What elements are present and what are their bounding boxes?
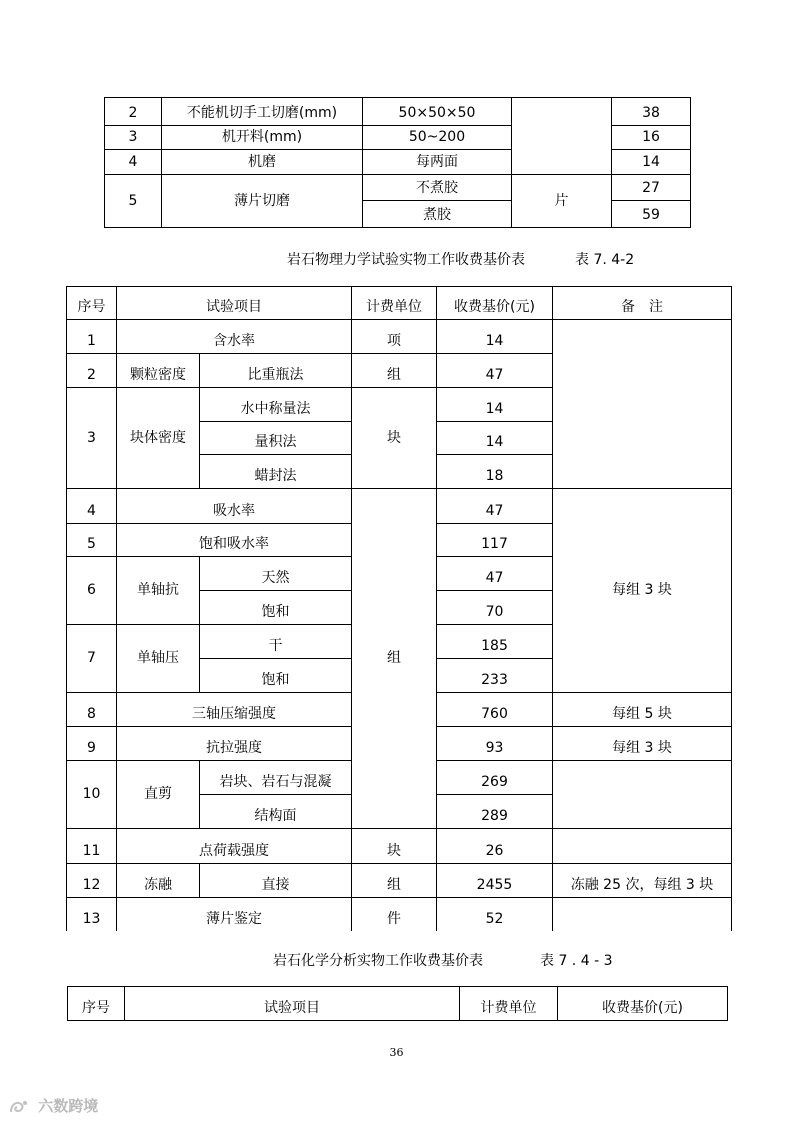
row-item: 颗粒密度 <box>117 354 200 388</box>
remark-blank <box>553 829 732 864</box>
row-price: 2455 <box>437 864 553 898</box>
row-no: 5 <box>67 524 117 557</box>
watermark-logo-icon <box>8 1098 30 1116</box>
row-item: 饱和吸水率 <box>117 524 352 557</box>
prev-row-no: 5 <box>105 175 162 228</box>
header-unit: 计费单位 <box>352 287 437 320</box>
row-price: 47 <box>437 557 553 591</box>
row-remark: 每组 3 块 <box>553 727 732 761</box>
row-remark: 冻融 25 次，每组 3 块 <box>553 864 732 898</box>
row-item: 含水率 <box>117 320 352 354</box>
prev-row-price: 14 <box>612 150 691 175</box>
row-item: 抗拉强度 <box>117 727 352 761</box>
row-subitem: 天然 <box>200 557 352 591</box>
prev-row-spec: 不煮胶 <box>363 175 512 201</box>
remark-blank <box>553 898 732 931</box>
prev-unit-blank <box>512 98 612 175</box>
prev-row-item: 机磨 <box>162 150 363 175</box>
row-item: 直剪 <box>117 761 200 829</box>
row-price: 269 <box>437 761 553 795</box>
row-subitem: 比重瓶法 <box>200 354 352 388</box>
prev-row-spec: 50~200 <box>363 126 512 150</box>
header-no: 序号 <box>68 987 125 1021</box>
row-no: 4 <box>67 489 117 524</box>
header-no: 序号 <box>67 287 117 320</box>
row-price: 26 <box>437 829 553 864</box>
prev-row-unit: 片 <box>512 175 612 228</box>
row-unit: 组 <box>352 354 437 388</box>
row-subitem: 直接 <box>200 864 352 898</box>
row-remark: 每组 5 块 <box>553 693 732 727</box>
watermark <box>8 1095 98 1116</box>
table-742-number: 表 7. 4-2 <box>575 252 635 268</box>
row-price: 760 <box>437 693 553 727</box>
prev-row-price: 59 <box>612 201 691 228</box>
row-item: 块体密度 <box>117 388 200 489</box>
row-no: 11 <box>67 829 117 864</box>
row-item: 吸水率 <box>117 489 352 524</box>
prev-row-price: 16 <box>612 126 691 150</box>
row-item: 薄片鉴定 <box>117 898 352 931</box>
row-item: 单轴压 <box>117 625 200 693</box>
prev-row-item: 不能机切手工切磨(mm) <box>162 98 363 126</box>
row-price: 47 <box>437 489 553 524</box>
row-subitem: 岩块、岩石与混凝 <box>200 761 352 795</box>
row-price: 117 <box>437 524 553 557</box>
row-unit: 组 <box>352 864 437 898</box>
rock-physical-mechanical-table <box>66 286 732 931</box>
row-price: 289 <box>437 795 553 829</box>
row-no: 6 <box>67 557 117 625</box>
row-subitem: 结构面 <box>200 795 352 829</box>
prev-row-spec: 煮胶 <box>363 201 512 228</box>
row-subitem: 水中称量法 <box>200 388 352 422</box>
row-price: 185 <box>437 625 553 659</box>
prev-row-spec: 每两面 <box>363 150 512 175</box>
prev-row-price: 27 <box>612 175 691 201</box>
row-subitem: 干 <box>200 625 352 659</box>
prev-row-item: 薄片切磨 <box>162 175 363 228</box>
row-price: 14 <box>437 320 553 354</box>
row-subitem: 蜡封法 <box>200 455 352 489</box>
row-price: 70 <box>437 591 553 625</box>
row-item: 三轴压缩强度 <box>117 693 352 727</box>
row-no: 10 <box>67 761 117 829</box>
previous-table <box>104 97 691 228</box>
prev-row-no: 3 <box>105 126 162 150</box>
row-no: 8 <box>67 693 117 727</box>
row-price: 18 <box>437 455 553 489</box>
row-no: 1 <box>67 320 117 354</box>
row-unit: 件 <box>352 898 437 931</box>
header-remark: 备 注 <box>553 287 732 320</box>
row-unit: 块 <box>352 829 437 864</box>
unit-group: 组 <box>352 489 437 829</box>
row-price: 93 <box>437 727 553 761</box>
row-price: 47 <box>437 354 553 388</box>
row-price: 52 <box>437 898 553 931</box>
watermark-text: 六数跨境 <box>38 1097 99 1115</box>
row-subitem: 饱和 <box>200 591 352 625</box>
row-no: 9 <box>67 727 117 761</box>
row-no: 13 <box>67 898 117 931</box>
row-item: 点荷载强度 <box>117 829 352 864</box>
header-item: 试验项目 <box>125 987 460 1021</box>
row-price: 14 <box>437 422 553 455</box>
table-743-title: 岩石化学分析实物工作收费基价表 <box>273 953 483 969</box>
row-no: 2 <box>67 354 117 388</box>
row-no: 7 <box>67 625 117 693</box>
remark-blank <box>553 761 732 829</box>
row-no: 3 <box>67 388 117 489</box>
rock-chemical-analysis-table <box>67 986 728 1021</box>
row-price: 233 <box>437 659 553 693</box>
prev-row-no: 2 <box>105 98 162 126</box>
remark-blank <box>553 320 732 489</box>
row-no: 12 <box>67 864 117 898</box>
row-item: 冻融 <box>117 864 200 898</box>
row-unit: 块 <box>352 388 437 489</box>
row-item: 单轴抗 <box>117 557 200 625</box>
prev-row-no: 4 <box>105 150 162 175</box>
row-price: 14 <box>437 388 553 422</box>
header-item: 试验项目 <box>117 287 352 320</box>
row-subitem: 量积法 <box>200 422 352 455</box>
header-price: 收费基价(元) <box>558 987 728 1021</box>
table-743-number: 表 7 . 4 - 3 <box>540 953 613 969</box>
row-unit: 项 <box>352 320 437 354</box>
header-price: 收费基价(元) <box>437 287 553 320</box>
row-subitem: 饱和 <box>200 659 352 693</box>
remark-group: 每组 3 块 <box>553 489 732 693</box>
table-742-title: 岩石物理力学试验实物工作收费基价表 <box>287 252 525 268</box>
prev-row-price: 38 <box>612 98 691 126</box>
header-unit: 计费单位 <box>460 987 558 1021</box>
prev-row-item: 机开料(mm) <box>162 126 363 150</box>
page-number: 36 <box>389 1046 404 1059</box>
prev-row-spec: 50×50×50 <box>363 98 512 126</box>
